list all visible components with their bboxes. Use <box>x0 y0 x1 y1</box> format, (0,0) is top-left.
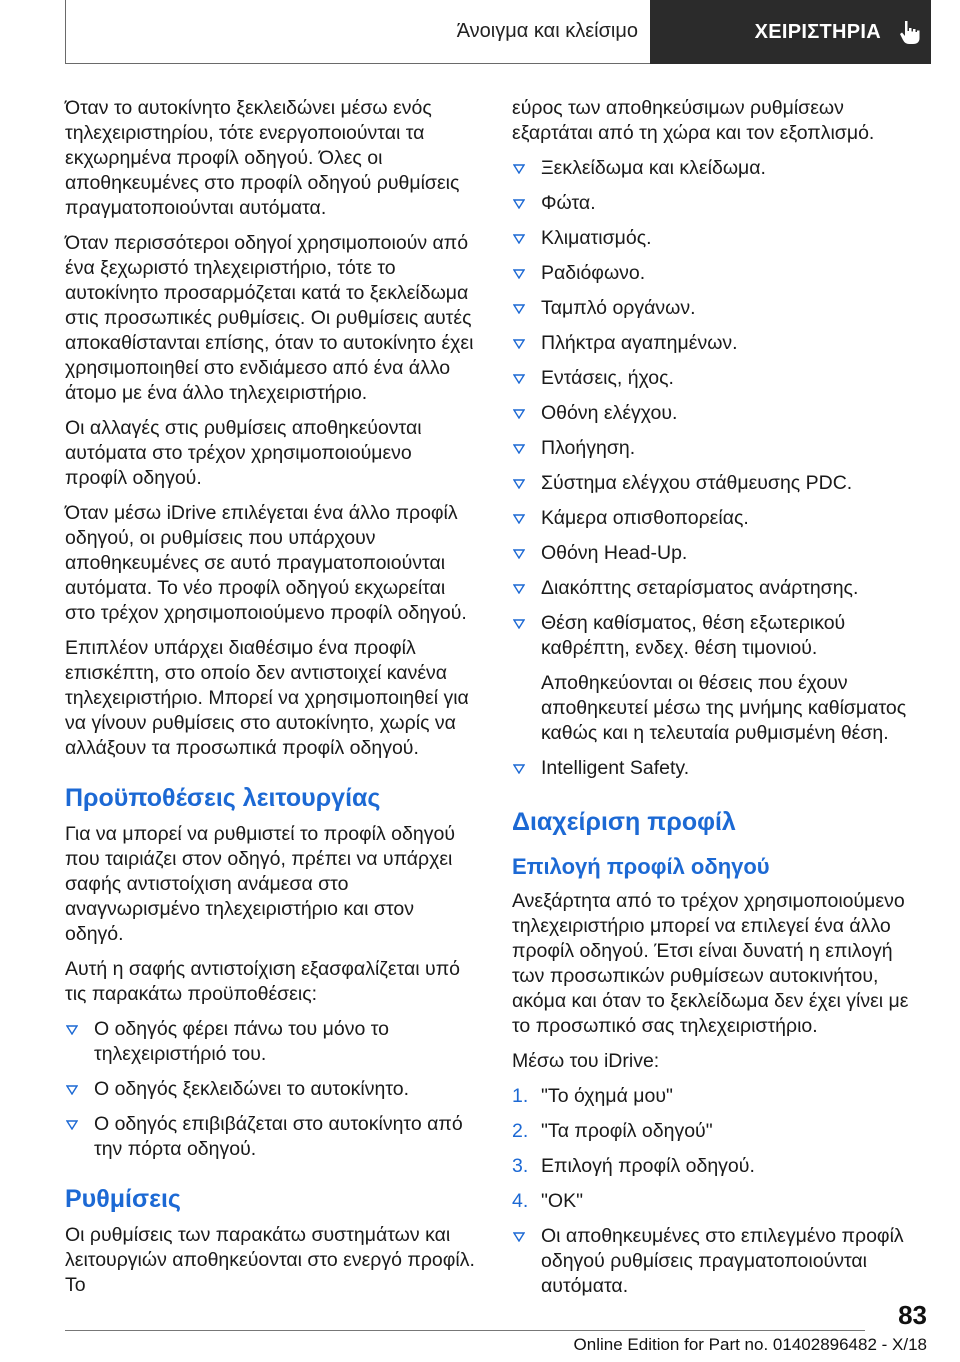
list-item: Φώτα. <box>512 191 926 216</box>
triangle-bullet-icon <box>513 479 525 489</box>
triangle-bullet-icon <box>66 1025 78 1035</box>
chapter-title: ΧΕΙΡΙΣΤΗΡΙΑ <box>754 20 881 43</box>
step-number: 2. <box>512 1120 529 1142</box>
right-column <box>512 96 926 1309</box>
paragraph: Οι ρυθμίσεις των παρακάτω συστημάτων και λειτουργιών αποθηκεύονται στο ενεργό προφίλ. Το <box>65 1224 475 1296</box>
triangle-bullet-icon <box>513 514 525 524</box>
triangle-bullet-icon <box>513 234 525 244</box>
list-item: Κάμερα οπισθοπορείας. <box>512 506 926 531</box>
triangle-bullet-icon <box>513 1232 525 1242</box>
list-item: Ραδιόφωνο. <box>512 261 926 286</box>
step-number: 1. <box>512 1085 529 1107</box>
list-item: Κλιματισμός. <box>512 226 926 251</box>
triangle-bullet-icon <box>513 199 525 209</box>
section-heading-settings: Ρυθμίσεις <box>65 1185 181 1213</box>
list-item: Ξεκλείδωμα και κλείδωμα. <box>512 156 926 181</box>
chapter-tab[interactable] <box>650 0 931 64</box>
triangle-bullet-icon <box>513 164 525 174</box>
conditions-list <box>65 1017 477 1162</box>
list-item: Εντάσεις, ήχος. <box>512 366 926 391</box>
list-item: Θέση καθίσματος, θέση εξωτερικού καθρέπτη, ενδεχ. θέση τιμονιού. Αποθηκεύονται οι θέσεις που έχουν αποθηκευτεί μέσω της μνήμης καθίσματος καθώς και η τελευταία ρυθμισμένη θέση. <box>512 611 926 746</box>
paragraph: Μέσω του iDrive: <box>512 1050 660 1072</box>
triangle-bullet-icon <box>513 619 525 629</box>
page-number: 83 <box>898 1300 927 1330</box>
paragraph: Επιπλέον υπάρχει διαθέσιμο ένα προφίλ επισκέπτη, στο οποίο δεν αντιστοιχεί κανένα τηλεχειριστήριο. Μπορεί να χρησιμοποιηθεί για να γίνουν ρυθμίσεις στο αυτοκίνητο, χωρίς να αλλάξουν τα προσωπικά προφίλ οδηγού. <box>65 637 469 759</box>
triangle-bullet-icon <box>513 409 525 419</box>
paragraph: Οι αλλαγές στις ρυθμίσεις αποθηκεύονται αυτόματα στο τρέχον χρησιμοποιούμενο προφίλ οδηγού. <box>65 417 422 489</box>
triangle-bullet-icon <box>513 304 525 314</box>
list-item: Ο οδηγός επιβιβάζεται στο αυτοκίνητο από την πόρτα οδηγού. <box>65 1112 477 1162</box>
list-item: Οι αποθηκευμένες στο επιλεγμένο προφίλ οδηγού ρυθμίσεις πραγματοποιούνται αυτόματα. <box>512 1224 926 1299</box>
paragraph: Για να μπορεί να ρυθμιστεί το προφίλ οδηγού που ταιριάζει στον οδηγό, πρέπει να υπάρχει σαφής αντιστοίχιση ανάμεσα στο αναγνωρισμένο τηλεχειριστήριο και στον οδηγό. <box>65 823 455 945</box>
triangle-bullet-icon <box>513 444 525 454</box>
paragraph: Όταν μέσω iDrive επιλέγεται ένα άλλο προφίλ οδηγού, οι ρυθμίσεις που υπάρχουν αποθηκευμένες σε αυτό πραγματοποιούνται αυτόματα. Το νέο προφίλ οδηγού εκχωρείται στο τρέχον χρησιμοποιούμενο προφίλ οδηγού. <box>65 502 467 624</box>
triangle-bullet-icon <box>66 1085 78 1095</box>
list-item: Ταμπλό οργάνων. <box>512 296 926 321</box>
triangle-bullet-icon <box>513 549 525 559</box>
list-item: Διακόπτης σεταρίσματος ανάρτησης. <box>512 576 926 601</box>
list-item: Ο οδηγός ξεκλειδώνει το αυτοκίνητο. <box>65 1077 477 1102</box>
footer-divider <box>65 1330 865 1331</box>
step-number: 4. <box>512 1190 529 1212</box>
triangle-bullet-icon <box>513 339 525 349</box>
step-item: 4. "OK" <box>512 1190 584 1212</box>
list-item: Οθόνη Head-Up. <box>512 541 926 566</box>
list-item: Σύστημα ελέγχου στάθμευσης PDC. <box>512 471 926 496</box>
triangle-bullet-icon <box>513 764 525 774</box>
stored-systems-list <box>512 156 926 781</box>
paragraph: εύρος των αποθηκεύσιμων ρυθμίσεων εξαρτάται από τη χώρα και τον εξοπλισμό. <box>512 97 875 144</box>
paragraph: Αυτή η σαφής αντιστοίχιση εξασφαλίζεται υπό τις παρακάτω προϋποθέσεις: <box>65 958 460 1005</box>
subheading-select-profile: Επιλογή προφίλ οδηγού <box>512 854 770 879</box>
step-item: 2. "Τα προφίλ οδηγού" <box>512 1120 713 1142</box>
result-list <box>512 1224 926 1299</box>
list-item: Πλοήγηση. <box>512 436 926 461</box>
list-item: Intelligent Safety. <box>512 756 926 781</box>
triangle-bullet-icon <box>513 269 525 279</box>
list-item: Ο οδηγός φέρει πάνω του μόνο το τηλεχειριστήριό του. <box>65 1017 477 1067</box>
step-item: 3. Επιλογή προφίλ οδηγού. <box>512 1155 755 1177</box>
seat-memory-note: Αποθηκεύονται οι θέσεις που έχουν αποθηκευτεί μέσω της μνήμης καθίσματος καθώς και η τελευταία ρυθμισμένη θέση. <box>541 672 907 744</box>
list-item: Πλήκτρα αγαπημένων. <box>512 331 926 356</box>
paragraph: Όταν το αυτοκίνητο ξεκλειδώνει μέσω ενός τηλεχειριστηρίου, τότε ενεργοποιούνται τα εκχωρημένα προφίλ οδηγού. Όλες οι αποθηκευμένες στο προφίλ οδηγού ρυθμίσεις πραγματοποιούνται αυτόματα. <box>65 97 460 219</box>
list-item: Οθόνη ελέγχου. <box>512 401 926 426</box>
pointing-hand-icon <box>899 19 921 45</box>
step-number: 3. <box>512 1155 529 1177</box>
triangle-bullet-icon <box>66 1120 78 1130</box>
steps-list <box>512 1084 926 1214</box>
triangle-bullet-icon <box>513 584 525 594</box>
edition-footer: Online Edition for Part no. 01402896482 - X/18 <box>573 1335 927 1354</box>
page-header <box>65 0 931 64</box>
section-heading-profile-management: Διαχείριση προφίλ <box>512 808 736 836</box>
left-column <box>65 96 477 1308</box>
step-item: 1. "Το όχημά μου" <box>512 1085 673 1107</box>
paragraph: Όταν περισσότεροι οδηγοί χρησιμοποιούν από ένα ξεχωριστό τηλεχειριστήριο, τότε το αυτοκίνητο προσαρμόζεται κατά το ξεκλείδωμα στις προσωπικές ρυθμίσεις. Οι ρυθμίσεις αυτές αποκαθίστανται επίσης, όταν το αυτοκίνητο έχει χρησιμοποιηθεί στο ενδιάμεσο από ένα άλλο άτομο με ένα άλλο τηλεχειριστήριο. <box>65 232 474 404</box>
paragraph: Ανεξάρτητα από το τρέχον χρησιμοποιούμενο τηλεχειριστήριο μπορεί να επιλεγεί ένα άλλο προφίλ οδηγού. Έτσι είναι δυνατή η επιλογή των προσωπικών ρυθμίσεων αυτοκινήτου, ακόμα και όταν το ξεκλείδωμα δεν έχει γίνει με το προσωπικό σας τηλεχειριστήριο. <box>512 890 909 1037</box>
section-heading-conditions: Προϋποθέσεις λειτουργίας <box>65 784 381 812</box>
triangle-bullet-icon <box>513 374 525 384</box>
section-title: Άνοιγμα και κλείσιμο <box>65 0 650 64</box>
